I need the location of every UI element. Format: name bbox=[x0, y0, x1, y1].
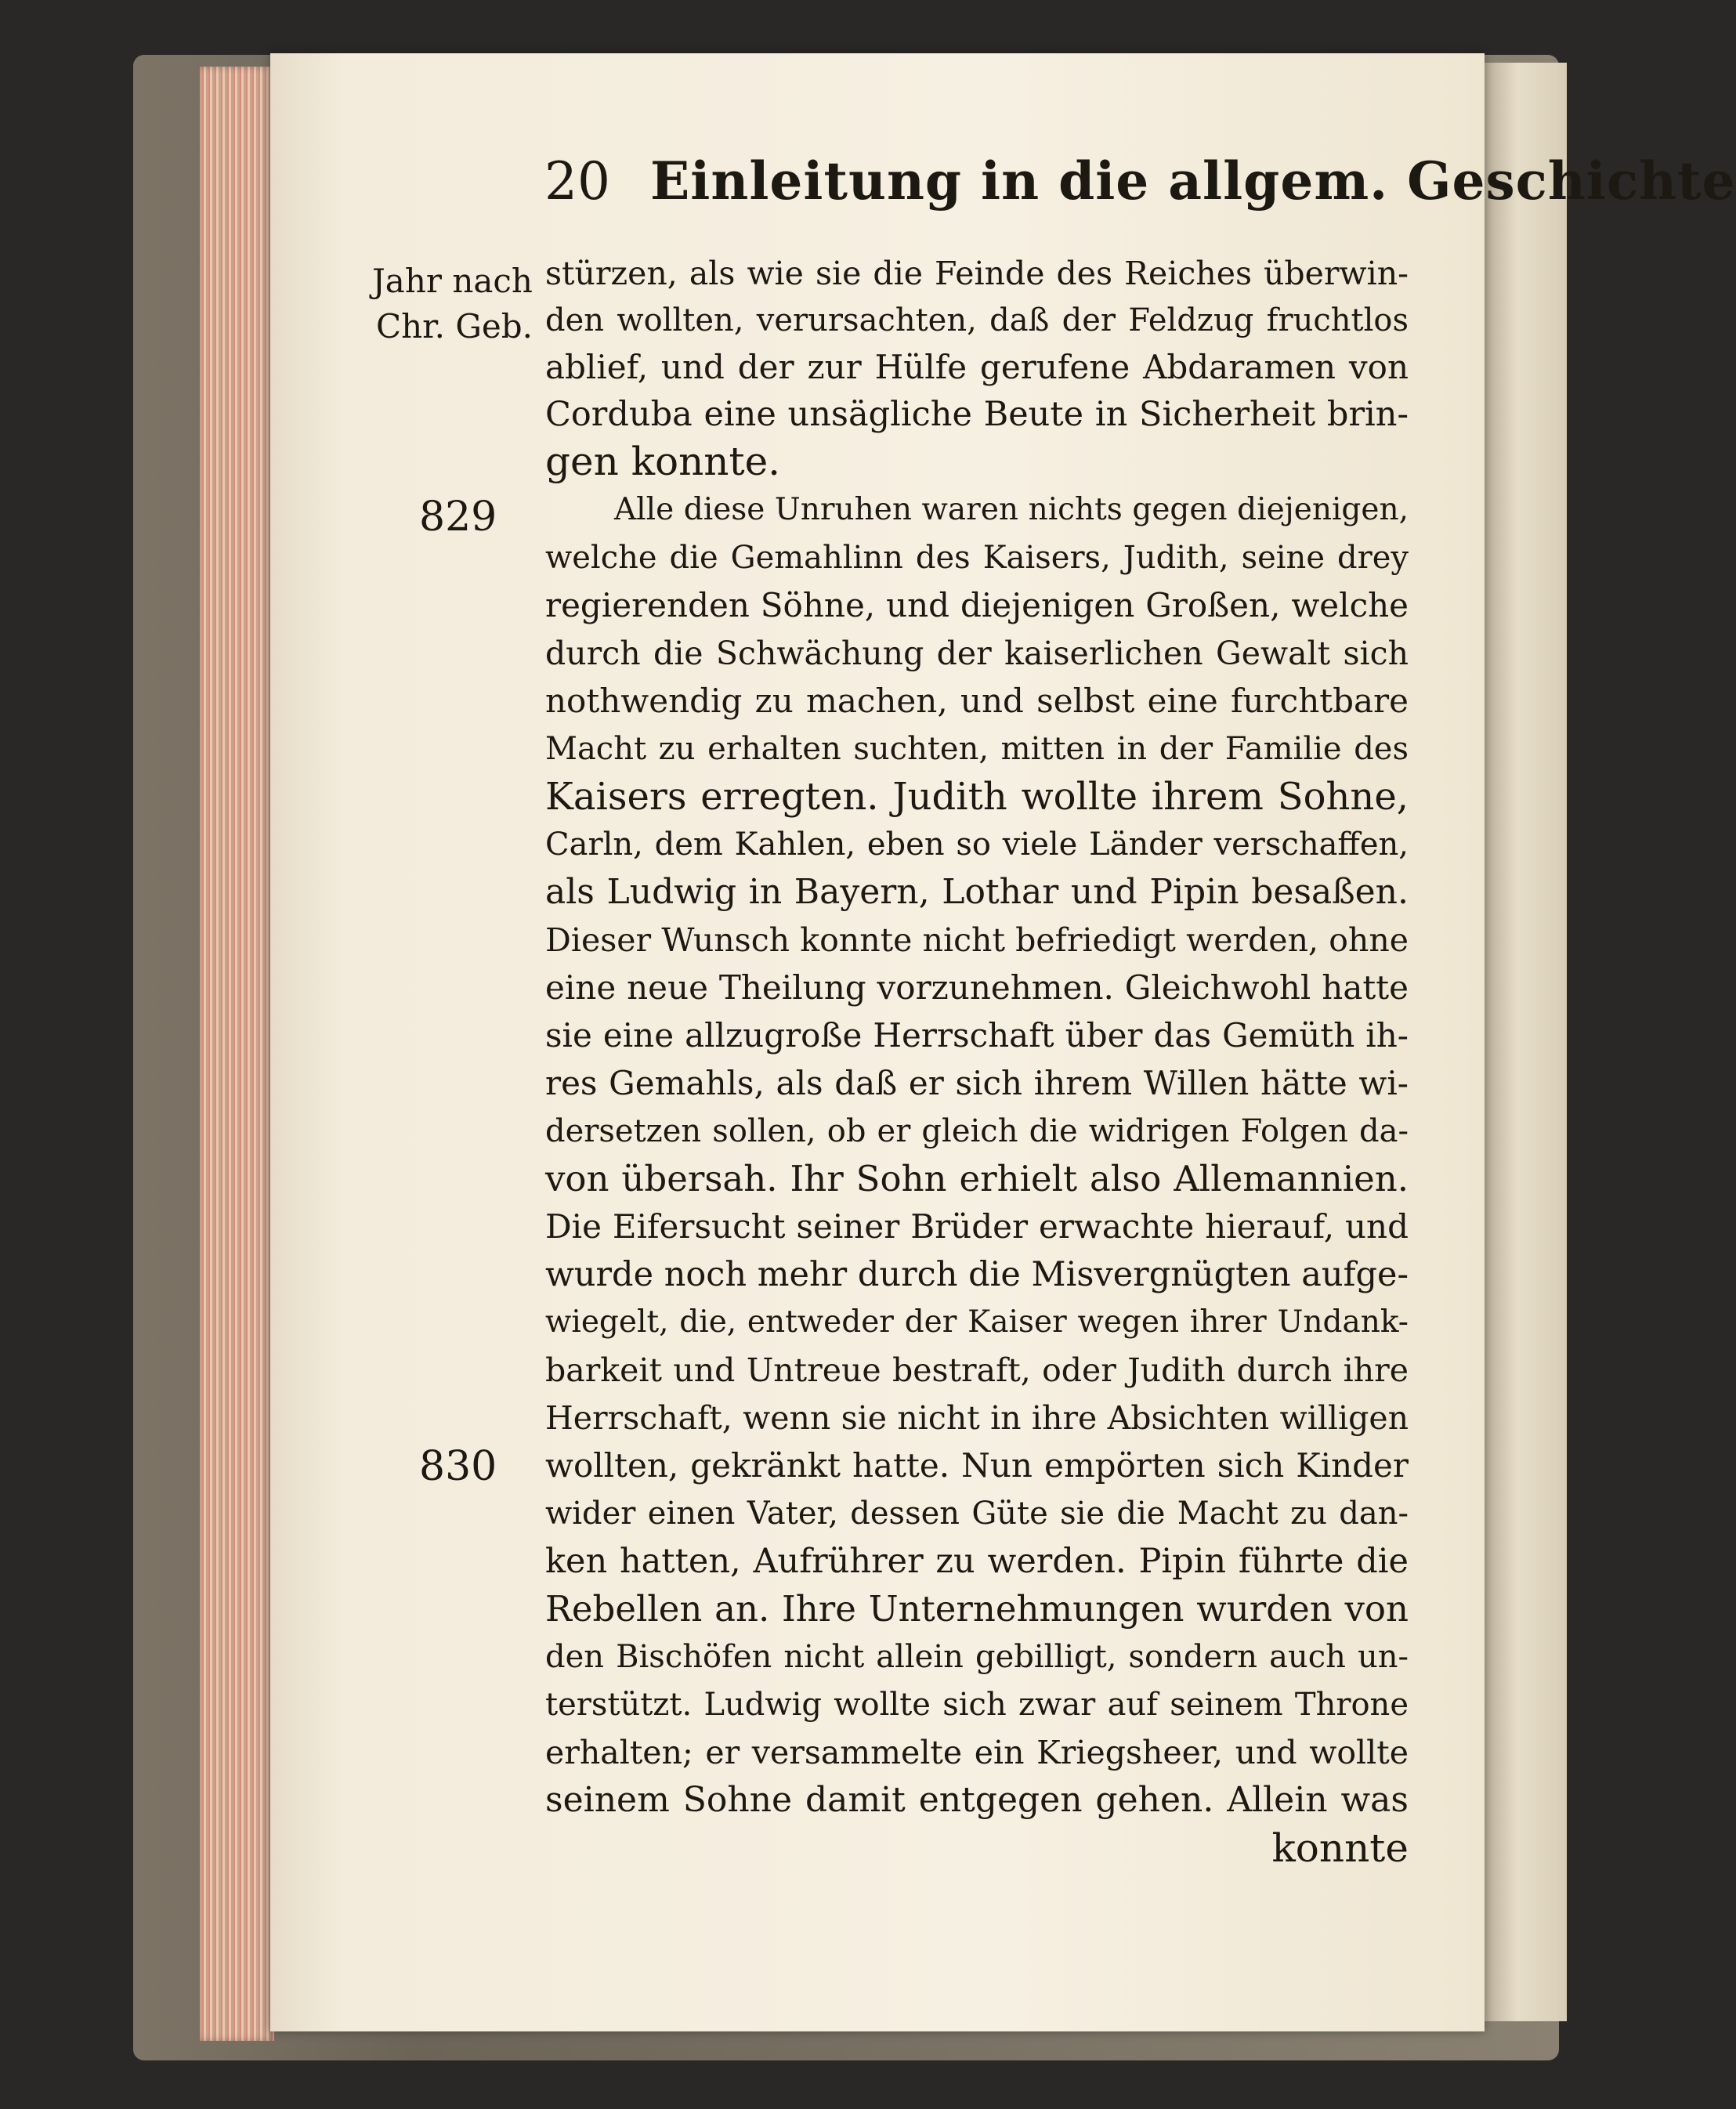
page-number: 20 bbox=[544, 151, 610, 212]
text-line: Corduba eine unsägliche Beute in Sicherheit brin- bbox=[545, 395, 1409, 434]
text-line: barkeit und Untreue bestraft, oder Judith durch ihre bbox=[545, 1351, 1409, 1389]
text-line: ablief, und der zur Hülfe gerufene Abdaramen von bbox=[545, 348, 1409, 386]
text-line: Herrschaft, wenn sie nicht in ihre Absichten willigen bbox=[545, 1399, 1409, 1437]
text-line: gen konnte. bbox=[545, 439, 781, 484]
text-line: sie eine allzugroße Herrschaft über das Gemüth ih- bbox=[545, 1016, 1409, 1054]
text-line: Kaisers erregten. Judith wollte ihrem Sohne, bbox=[545, 775, 1409, 819]
text-line: von übersah. Ihr Sohn erhielt also Allemannien. bbox=[545, 1158, 1409, 1199]
text-line: terstützt. Ludwig wollte sich zwar auf seinem Throne bbox=[545, 1687, 1409, 1723]
running-title: Einleitung in die allgem. Geschichte bbox=[649, 150, 1736, 212]
text-line: als Ludwig in Bayern, Lothar und Pipin besaßen. bbox=[545, 872, 1409, 912]
text-line: ken hatten, Aufrührer zu werden. Pipin führte die bbox=[545, 1542, 1409, 1581]
text-line: Alle diese Unruhen waren nichts gegen diejenigen, bbox=[614, 492, 1409, 527]
text-line: eine neue Theilung vorzunehmen. Gleichwohl hatte bbox=[545, 968, 1409, 1007]
text-line: res Gemahls, als daß er sich ihrem Willen hätte wi- bbox=[545, 1064, 1409, 1102]
text-line: wider einen Vater, dessen Güte sie die Macht zu dan- bbox=[545, 1496, 1409, 1532]
text-line: den wollten, verursachten, daß der Feldzug fruchtlos bbox=[545, 302, 1409, 338]
text-line: welche die Gemahlinn des Kaisers, Judith, seine drey bbox=[545, 540, 1409, 576]
text-line: erhalten; er versammelte ein Kriegsheer, und wollte bbox=[545, 1734, 1409, 1771]
page-edges bbox=[200, 67, 274, 2041]
text-line: Macht zu erhalten suchten, mitten in der Familie des bbox=[545, 731, 1409, 767]
text-line: seinem Sohne damit entgegen gehen. Allein was bbox=[545, 1780, 1409, 1820]
text-line: regierenden Söhne, und diejenigen Großen, welche bbox=[545, 586, 1409, 624]
margin-label bbox=[368, 259, 533, 349]
text-line: wiegelt, die, entweder der Kaiser wegen ihrer Undank- bbox=[545, 1304, 1409, 1340]
text-line: dersetzen sollen, ob er gleich die widrigen Folgen da- bbox=[545, 1113, 1409, 1149]
text-line: durch die Schwächung der kaiserlichen Gewalt sich bbox=[545, 635, 1409, 672]
margin-year: 829 bbox=[419, 494, 497, 541]
margin-label-line: Chr. Geb. bbox=[376, 307, 533, 345]
page-header bbox=[544, 150, 1736, 221]
text-line: Die Eifersucht seiner Brüder erwachte hierauf, und bbox=[545, 1207, 1409, 1246]
text-line: wollten, gekränkt hatte. Nun empörten sich Kinder bbox=[545, 1446, 1409, 1485]
margin-year: 830 bbox=[419, 1443, 497, 1490]
text-line: Carln, dem Kahlen, eben so viele Länder verschaffen, bbox=[545, 827, 1409, 863]
text-line: nothwendig zu machen, und selbst eine furchtbare bbox=[545, 682, 1409, 720]
text-line: stürzen, als wie sie die Feinde des Reiches überwin- bbox=[545, 255, 1409, 292]
text-line: Dieser Wunsch konnte nicht befriedigt werden, ohne bbox=[545, 921, 1409, 959]
text-line: wurde noch mehr durch die Misvergnügten aufge- bbox=[545, 1255, 1409, 1294]
text-line: den Bischöfen nicht allein gebilligt, sondern auch un- bbox=[545, 1639, 1409, 1675]
catchword: konnte bbox=[1271, 1825, 1409, 1871]
text-line: Rebellen an. Ihre Unternehmungen wurden von bbox=[545, 1588, 1409, 1630]
facing-page-edge bbox=[1485, 63, 1567, 2021]
margin-label-line: Jahr nach bbox=[371, 262, 533, 300]
